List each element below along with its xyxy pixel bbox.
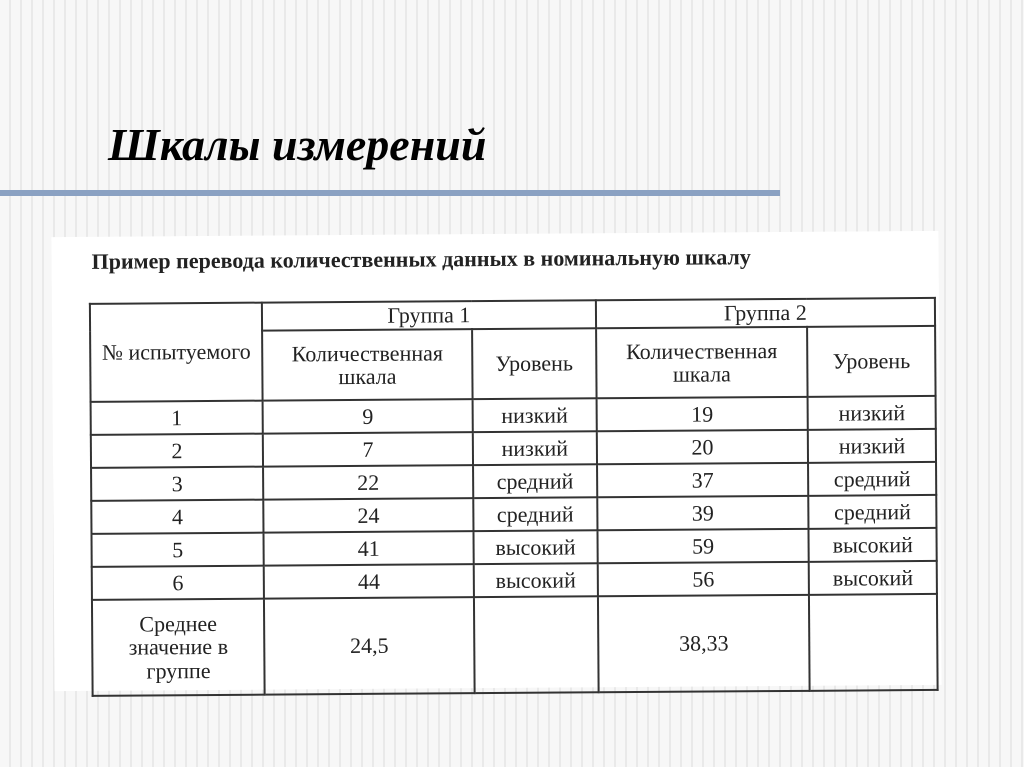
group-1-mean: 24,5 <box>264 597 475 694</box>
group-2-value: 56 <box>597 562 809 596</box>
subject-number: 4 <box>91 500 263 534</box>
group-1-header: Группа 1 <box>262 300 596 330</box>
group-2-value: 20 <box>597 430 809 464</box>
group-1-quantitative-header: Количественная шкала <box>262 329 472 400</box>
group-2-level: высокий <box>809 561 937 595</box>
group-2-mean: 38,33 <box>598 595 810 692</box>
group-1-value: 24 <box>263 498 473 532</box>
group-2-level: высокий <box>809 528 937 562</box>
group-1-level: низкий <box>473 431 597 465</box>
group-1-value: 44 <box>264 564 474 598</box>
group-1-mean-level-empty <box>474 596 598 693</box>
subject-number-header: № испытуемого <box>90 303 263 402</box>
group-2-value: 37 <box>597 463 809 497</box>
group-1-value: 22 <box>263 465 473 499</box>
group-1-level: средний <box>473 464 597 498</box>
subject-number: 5 <box>91 533 263 567</box>
table-caption: Пример перевода количественных данных в номинальную шкалу <box>91 244 751 274</box>
slide-title: Шкалы измерений <box>108 119 487 170</box>
group-1-value: 41 <box>264 531 474 565</box>
group-2-value: 59 <box>597 529 809 563</box>
group-2-level: средний <box>808 462 936 496</box>
data-table <box>89 297 939 697</box>
scanned-table-image <box>51 231 941 691</box>
subject-number: 1 <box>91 401 263 435</box>
group-2-quantitative-header: Количественная шкала <box>596 327 808 398</box>
group-2-header: Группа 2 <box>596 298 935 328</box>
group-2-level: низкий <box>808 396 936 430</box>
subject-number: 6 <box>92 566 264 600</box>
group-1-value: 7 <box>263 432 473 466</box>
group-2-level-header: Уровень <box>807 326 935 397</box>
group-2-value: 19 <box>596 397 808 431</box>
group-1-level: высокий <box>474 563 598 597</box>
mean-label: Среднее значение в группе <box>92 599 265 696</box>
group-1-level: высокий <box>474 530 598 564</box>
group-2-value: 39 <box>597 496 809 530</box>
title-divider <box>0 190 780 196</box>
group-1-level-header: Уровень <box>472 328 596 399</box>
group-1-level: средний <box>473 497 597 531</box>
group-2-mean-level-empty <box>809 594 937 691</box>
group-2-level: низкий <box>808 429 936 463</box>
mean-row <box>92 594 938 696</box>
subject-number: 2 <box>91 434 263 468</box>
subject-number: 3 <box>91 467 263 501</box>
group-1-value: 9 <box>263 399 473 433</box>
group-1-level: низкий <box>473 398 597 432</box>
group-2-level: средний <box>809 495 937 529</box>
